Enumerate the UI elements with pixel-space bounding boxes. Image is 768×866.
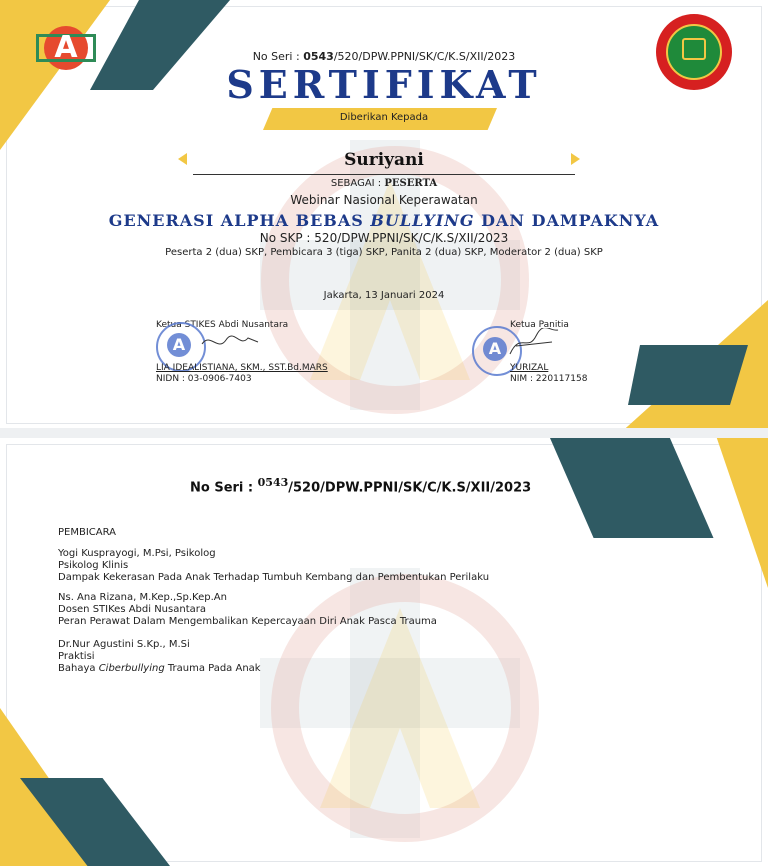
recipient-name: Suriyani	[344, 150, 424, 170]
signer-left-id: NIDN : 03-0906-7403	[156, 374, 252, 384]
speaker-topic: Dampak Kekerasan Pada Anak Terhadap Tumbuh Kembang dan Pembentukan Perilaku	[58, 572, 490, 583]
skp-detail: Peserta 2 (dua) SKP, Pembicara 3 (tiga) SKP, Panita 2 (dua) SKP, Moderator 2 (dua) SKP	[165, 247, 603, 258]
event-type: Webinar Nasional Keperawatan	[290, 193, 478, 207]
signature-right	[506, 328, 562, 358]
signer-left-role: Ketua STIKES Abdi Nusantara	[156, 320, 289, 330]
speaker-role: Dosen STIKes Abdi Nusantara	[58, 604, 206, 615]
back-serial-number: No Seri : $^{0543}$/520/DPW.PPNI/SK/C/K.S/XII/2023	[190, 476, 532, 496]
signer-right-name: YURIZAL	[510, 363, 549, 373]
corner-teal-bottom-right	[628, 345, 748, 405]
speaker-role: Praktisi	[58, 651, 95, 662]
speaker-block	[58, 548, 489, 584]
certificate-title: SERTIFIKAT	[226, 62, 542, 107]
stamp-right-icon: A	[472, 326, 522, 376]
speaker-name: Ns. Ana Rizana, M.Kep.,Sp.Kep.An	[58, 592, 227, 603]
place-date: Jakarta, 13 Januari 2024	[323, 290, 445, 301]
role-line: SEBAGAI : PESERTA	[330, 178, 438, 189]
signer-left-name: LIA IDEALISTIANA, SKM., SST.Bd.MARS	[156, 363, 328, 373]
signature-left	[200, 330, 260, 354]
speaker-name: Dr.Nur Agustini S.Kp., M.Si	[58, 639, 190, 650]
name-underline	[193, 174, 575, 175]
certificate-front	[0, 0, 768, 428]
serial-number: No Seri : 0543/520/DPW.PPNI/SK/C/K.S/XII/2023	[252, 50, 516, 63]
speaker-role: Psikolog Klinis	[58, 560, 129, 571]
speaker-block	[58, 639, 261, 675]
stikes-logo: A	[36, 22, 100, 76]
speaker-name: Yogi Kusprayogi, M.Psi, Psikolog	[58, 548, 216, 559]
page-separator	[0, 428, 768, 438]
event-title: GENERASI ALPHA BEBAS BULLYING DAN DAMPAKNYA	[108, 211, 660, 230]
stamp-left-icon: A	[156, 322, 206, 372]
section-heading: PEMBICARA	[58, 527, 116, 538]
signer-right-role: Ketua Panitia	[510, 320, 569, 330]
certificate-back	[0, 438, 768, 866]
speaker-topic: Bahaya Ciberbullying Trauma Pada Anak	[58, 663, 261, 674]
given-to-label: Diberikan Kepada	[339, 112, 429, 123]
speaker-topic: Peran Perawat Dalam Mengembalikan Kepercayaan Diri Anak Pasca Trauma	[58, 616, 437, 627]
speaker-block	[58, 592, 437, 628]
skp-number: No SKP : 520/DPW.PPNI/SK/C/K.S/XII/2023	[259, 231, 509, 245]
signer-right-id: NIM : 220117158	[510, 374, 588, 384]
